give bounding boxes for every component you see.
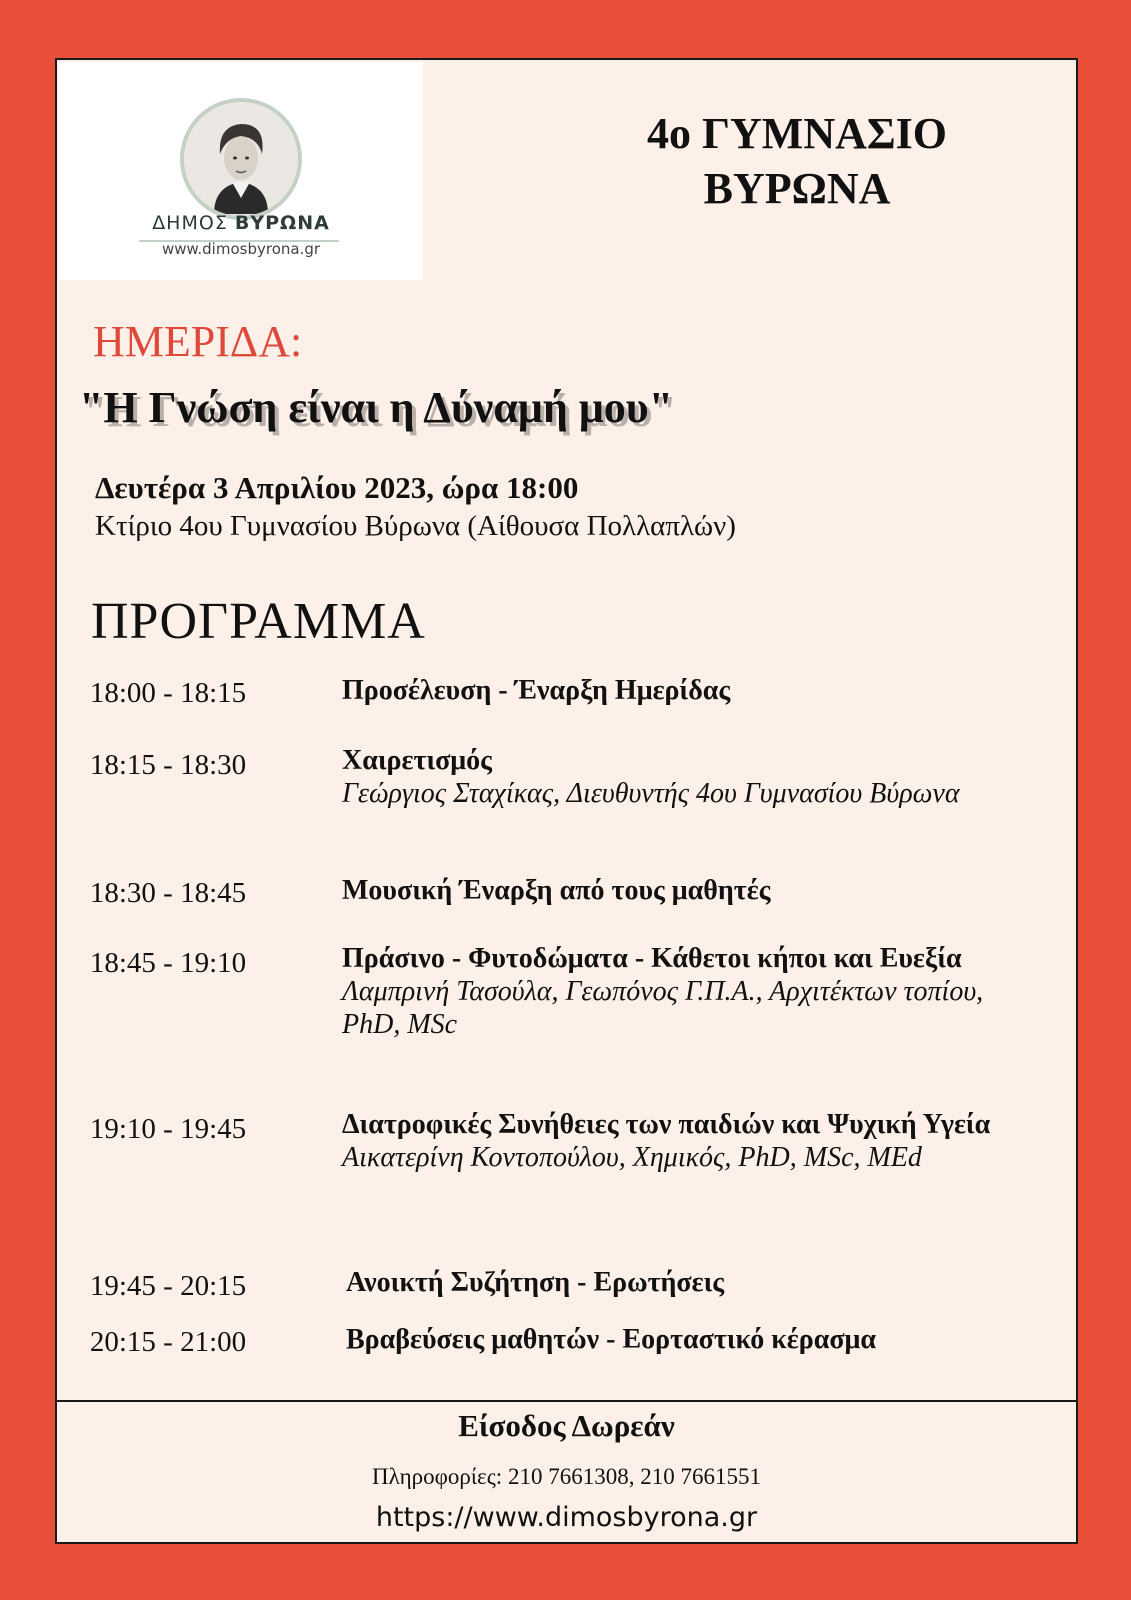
program-item	[342, 674, 1042, 707]
program-time: 18:30 - 18:45	[89, 877, 247, 909]
program-time: 19:45 - 20:15	[89, 1270, 247, 1302]
program-item-title: Χαιρετισμός	[342, 745, 492, 776]
free-entry: Είσοδος Δωρεάν	[458, 1408, 675, 1443]
municipality-logo	[59, 62, 423, 280]
event-label: ΗΜΕΡΙΔΑ:	[93, 317, 303, 366]
program-time: 19:10 - 19:45	[89, 1113, 247, 1145]
program-item-title: Ανοικτή Συζήτηση - Ερωτήσεις	[346, 1267, 725, 1298]
portrait-icon	[180, 98, 302, 220]
program-item	[342, 1108, 1042, 1174]
program-item-title: Πράσινο - Φυτοδώματα - Κάθετοι κήποι και Ευεξία	[342, 943, 962, 974]
program-item-speaker: Λαμπρινή Τασούλα, Γεωπόνος Γ.Π.Α., Αρχιτέκτων τοπίου, PhD, MSc	[342, 976, 984, 1040]
poster	[55, 58, 1078, 1544]
program-time: 18:15 - 18:30	[89, 749, 247, 781]
program-item-title: Προσέλευση - Έναρξη Ημερίδας	[342, 675, 731, 706]
program-item	[342, 874, 1042, 907]
program-item	[346, 1266, 1046, 1299]
program-item	[342, 744, 1042, 810]
logo-name	[79, 212, 403, 234]
school-name-line2: ΒΥΡΩΝΑ	[703, 164, 891, 213]
website-link[interactable]: https://www.dimosbyrona.gr	[375, 1502, 758, 1533]
program-time: 18:00 - 18:15	[89, 677, 247, 709]
program-item-title: Μουσική Έναρξη από τους μαθητές	[342, 875, 771, 906]
contact-info: Πληροφορίες: 210 7661308, 210 7661551	[372, 1464, 761, 1489]
program-time: 20:15 - 21:00	[89, 1326, 247, 1358]
logo-name-prefix: ΔΗΜΟΣ	[152, 212, 235, 234]
program-item	[346, 1323, 1046, 1356]
logo-name-bold: ΒΥΡΩΝΑ	[234, 212, 330, 234]
school-name	[587, 106, 1007, 216]
logo-url: www.dimosbyrona.gr	[161, 240, 321, 258]
program-time: 18:45 - 19:10	[89, 947, 247, 979]
program-item-title: Βραβεύσεις μαθητών - Εορταστικό κέρασμα	[346, 1324, 877, 1355]
program-item-title: Διατροφικές Συνήθειες των παιδιών και Ψυχική Υγεία	[342, 1109, 991, 1140]
program-item-speaker: Αικατερίνη Κοντοπούλου, Χημικός, PhD, MSc, MEd	[342, 1142, 922, 1173]
program-item-speaker: Γεώργιος Σταχίκας, Διευθυντής 4ου Γυμνασίου Βύρωνα	[342, 778, 960, 809]
program-heading: ΠΡΟΓΡΑΜΜΑ	[91, 593, 426, 650]
footer-divider	[57, 1400, 1076, 1402]
event-title: "Η Γνώση είναι η Δύναμή μου"	[79, 383, 674, 432]
event-date: Δευτέρα 3 Απριλίου 2023, ώρα 18:00	[95, 470, 579, 505]
school-name-line1: 4ο ΓΥΜΝΑΣΙΟ	[647, 109, 947, 158]
program-item	[342, 942, 1042, 1041]
event-venue: Κτίριο 4ου Γυμνασίου Βύρωνα (Αίθουσα Πολλαπλών)	[95, 510, 736, 542]
